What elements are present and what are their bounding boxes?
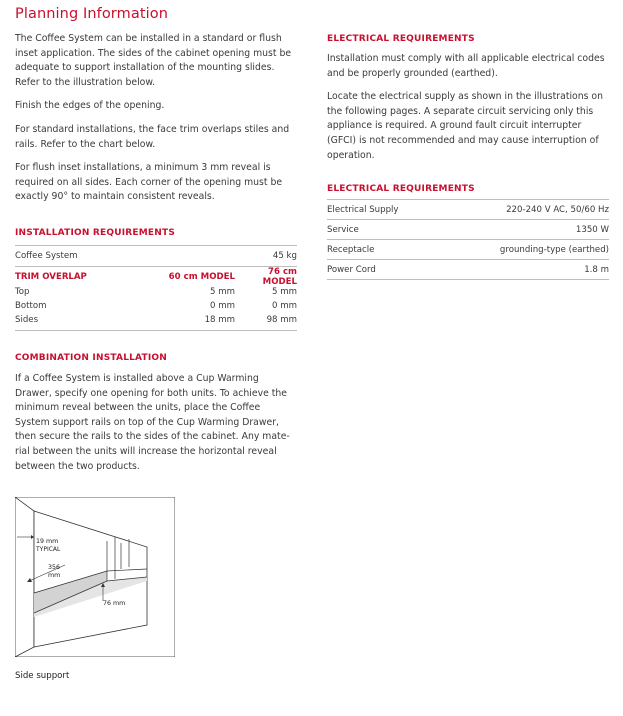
power-cord-value: 1.8 m — [584, 264, 609, 275]
combination-paragraph: If a Coffee System is installed above a Cup Warming Drawer, specify one opening for both units. To achieve the minimum reveal between the units, place the Coffee System support rails on top of the Cup Warming Drawer, then secure the rails to the sides of the cabinet. Any mate-rial between the units will increase the horizontal reveal between the two products. — [15, 372, 290, 472]
trim-sides-76: 98 mm — [266, 314, 297, 325]
trim-bottom-label: Bottom — [15, 300, 47, 311]
trim-header-60: 60 cm MODEL — [168, 271, 235, 282]
finish-paragraph: Finish the edges of the opening. — [15, 100, 165, 112]
flush-install-paragraph: For flush inset installations, a minimum 3 mm reveal is required on all sides. Each corner of the opening must be exactly 90° to maintain consistent reveals. — [15, 162, 283, 203]
dim-typical-label: TYPICAL — [36, 546, 61, 553]
receptacle-label: Receptacle — [327, 244, 375, 255]
electrical-paragraph-1: Installation must comply with all applicable electrical codes and be properly grounded (earthed). — [327, 53, 605, 79]
electrical-supply-value: 220-240 V AC, 50/60 Hz — [506, 204, 609, 215]
service-label: Service — [327, 224, 359, 235]
dim-76-label: 76 mm — [103, 600, 126, 607]
page-title: Planning Information — [15, 6, 169, 22]
trim-top-76: 5 mm — [272, 286, 297, 297]
table-row — [15, 285, 297, 299]
table-row — [15, 299, 297, 313]
electrical-paragraph-2: Locate the electrical supply as shown in the illustrations on the following pages. A separate circuit servicing only this appliance is required. A ground fault circuit interrupter (GFCI) is not recommended and may cause interruption of operation. — [327, 91, 604, 161]
service-value: 1350 W — [575, 224, 609, 235]
dim-356-unit: mm — [48, 572, 61, 579]
trim-top-60: 5 mm — [210, 286, 235, 297]
table-row — [327, 260, 609, 280]
trim-sides-60: 18 mm — [204, 314, 235, 325]
table-row — [327, 240, 609, 260]
combination-installation-heading: COMBINATION INSTALLATION — [15, 352, 167, 363]
power-cord-label: Power Cord — [327, 264, 376, 275]
trim-sides-label: Sides — [15, 314, 39, 325]
coffee-system-label: Coffee System — [15, 250, 78, 261]
trim-bottom-60: 0 mm — [210, 300, 235, 311]
trim-top-label: Top — [15, 286, 30, 297]
trim-header-row — [15, 267, 297, 285]
trim-bottom-76: 0 mm — [272, 300, 297, 311]
trim-header-76: 76 cm MODEL — [262, 266, 297, 287]
electrical-table — [327, 199, 609, 280]
dim-356-label: 356 — [48, 564, 61, 571]
table-row — [327, 200, 609, 220]
electrical-table-heading: ELECTRICAL REQUIREMENTS — [327, 184, 475, 195]
intro-paragraph: The Coffee System can be installed in a standard or flush inset application. The sides of the cabinet opening must be adequate to support installation of the mounting slides. Refer to the illustration below. — [15, 33, 292, 88]
table-row — [15, 313, 297, 327]
electrical-supply-label: Electrical Supply — [327, 204, 399, 215]
table-row — [15, 245, 297, 267]
installation-requirements-heading: INSTALLATION REQUIREMENTS — [15, 227, 176, 238]
standard-install-paragraph: For standard installations, the face trim overlaps stiles and rails. Refer to the chart below. — [15, 123, 290, 150]
installation-table — [15, 245, 297, 331]
table-row — [327, 220, 609, 240]
electrical-requirements-heading: ELECTRICAL REQUIREMENTS — [327, 34, 475, 44]
diagram-caption: Side support — [15, 671, 70, 681]
coffee-system-value: 45 kg — [272, 250, 297, 261]
receptacle-value: grounding-type (earthed) — [499, 244, 609, 255]
dim-19-label: 19 mm — [36, 538, 59, 545]
right-column — [327, 32, 609, 280]
left-column — [15, 32, 297, 483]
trim-header-label: TRIM OVERLAP — [15, 271, 87, 282]
side-support-diagram — [15, 497, 175, 657]
